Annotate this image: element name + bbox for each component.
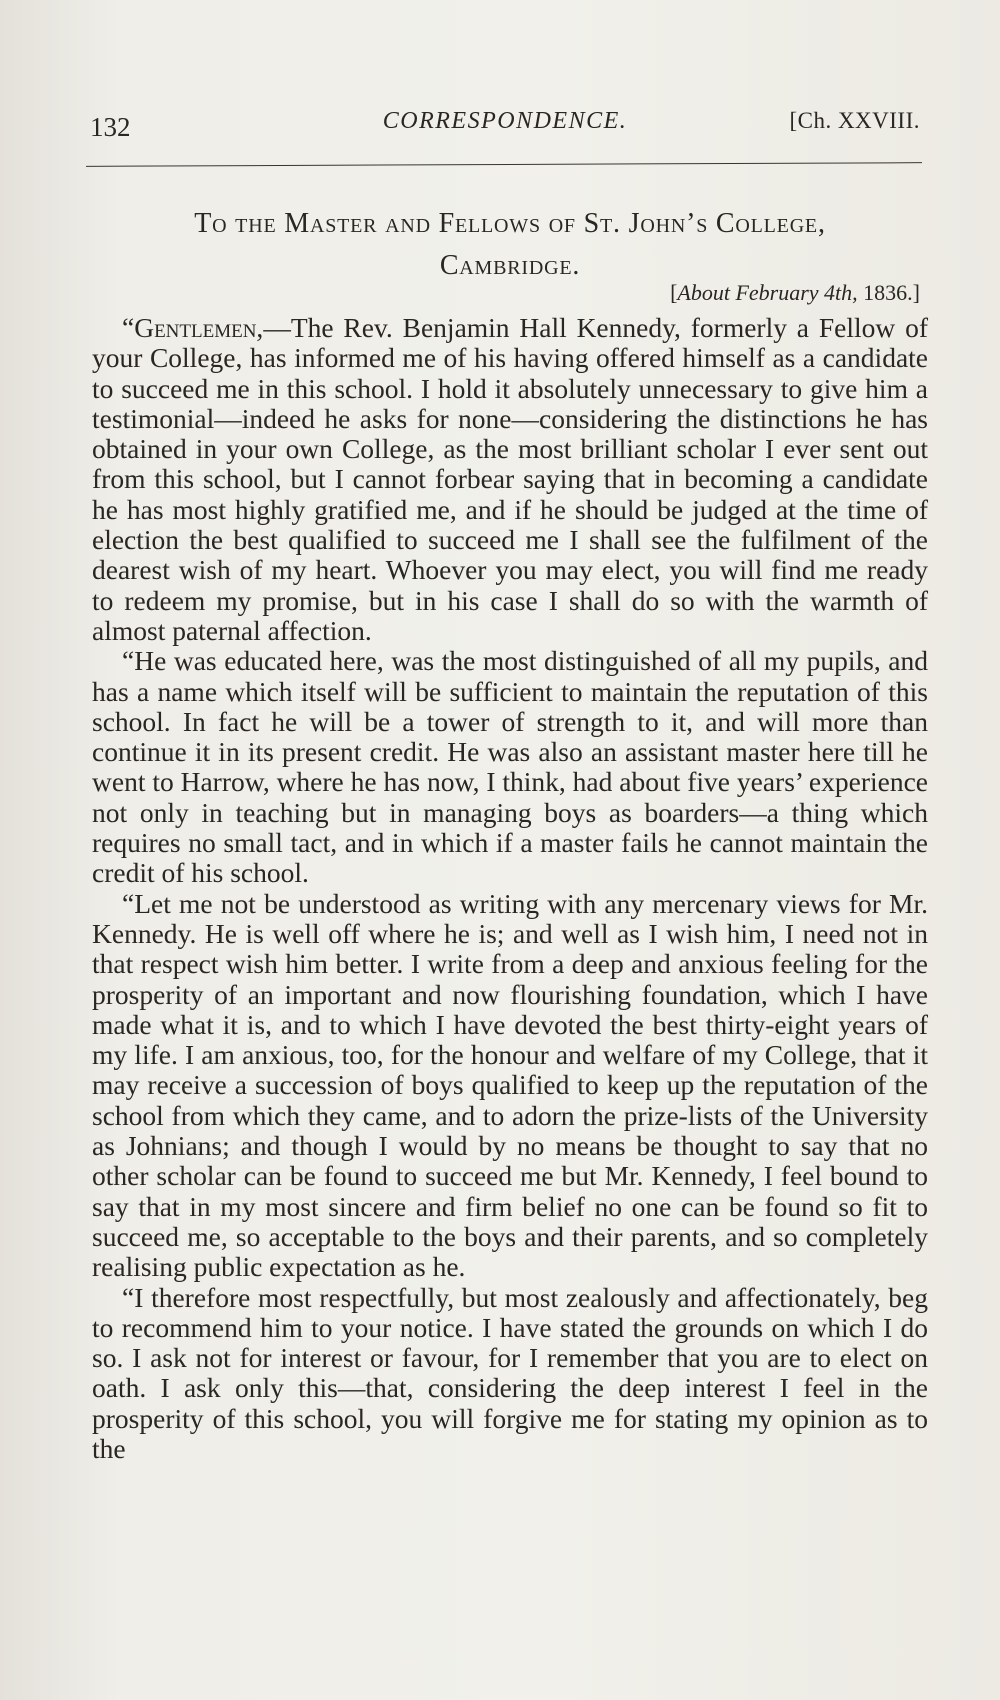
chapter-reference: [Ch. XXVIII. <box>789 108 920 133</box>
header-rule <box>86 162 922 167</box>
letter-address <box>100 203 920 287</box>
letter-date <box>90 280 920 306</box>
address-line-1: To the Master and Fellows of St. John’s College, <box>194 208 826 239</box>
date-open-bracket: [ <box>670 280 678 305</box>
salutation: “Gentlemen, <box>122 312 264 343</box>
running-title: CORRESPONDENCE. <box>382 108 628 134</box>
address-line-2: Cambridge. <box>439 250 581 281</box>
paragraph-2: “He was educated here, was the most distinguished of all my pupils, and has a name which itself will be sufficient to maintain the reputation of this school. In fact he will be a tower of strength to it, and will more than continue it in its present credit. He was also an assistant master here till he went to Harrow, where he has now, I think, had about five years’ experience not only in teaching but in managing boys as boarders—a thing which requires no small tact, and in which if a master fails he cannot maintain the credit of his school. <box>92 645 928 889</box>
paragraph-1 <box>92 313 928 646</box>
running-head <box>90 108 920 152</box>
page-number: 132 <box>90 112 131 142</box>
date-year: 1836.] <box>857 280 920 305</box>
paragraph-1-text: —The Rev. Benjamin Hall Kennedy, formerly a Fellow of your College, has informed me of his having offered himself as a candidate to succeed me in this school. I hold it absolutely unnecessary to give him a testimonial—indeed he asks for none—considering the distinctions he has obtained in your own College, as the most brilliant scholar I ever sent out from this school, but I cannot forbear saying that in becoming a candidate he has most highly gratified me, and if he should be judged at the time of election the best qualified to succeed me I shall see the fulfilment of the dearest wish of my heart. Whoever you may elect, you will find me ready to redeem my promise, but in his case I shall do so with the warmth of almost paternal affection. <box>92 312 928 646</box>
letter-body <box>92 313 928 1464</box>
paragraph-3: “Let me not be understood as writing with any mercenary views for Mr. Kennedy. He is well off where he is; and well as I wish him, I need not in that respect wish him better. I write from a deep and anxious feeling for the prosperity of an important and now flourishing foundation, which I have made what it is, and to which I have devoted the best thirty-eight years of my life. I am anxious, too, for the honour and welfare of my College, that it may receive a succession of boys qualified to keep up the reputation of the school from which they came, and to adorn the prize-lists of the University as Johnians; and though I would by no means be thought to say that no other scholar can be found to succeed me but Mr. Kennedy, I feel bound to say that in my most sincere and firm belief no one can be found so fit to succeed me, so acceptable to the boys and their parents, and so completely realising public expectation as he. <box>92 887 928 1283</box>
paragraph-4: “I therefore most respectfully, but most zealously and affectionately, beg to recommend him to your notice. I have stated the grounds on which I do so. I ask not for interest or favour, for I remember that you are to elect on oath. I ask only this—that, considering the deep interest I feel in the prosperity of this school, you will forgive me for stating my opinion as to the <box>92 1281 928 1464</box>
date-italic: About February 4th, <box>677 280 858 305</box>
